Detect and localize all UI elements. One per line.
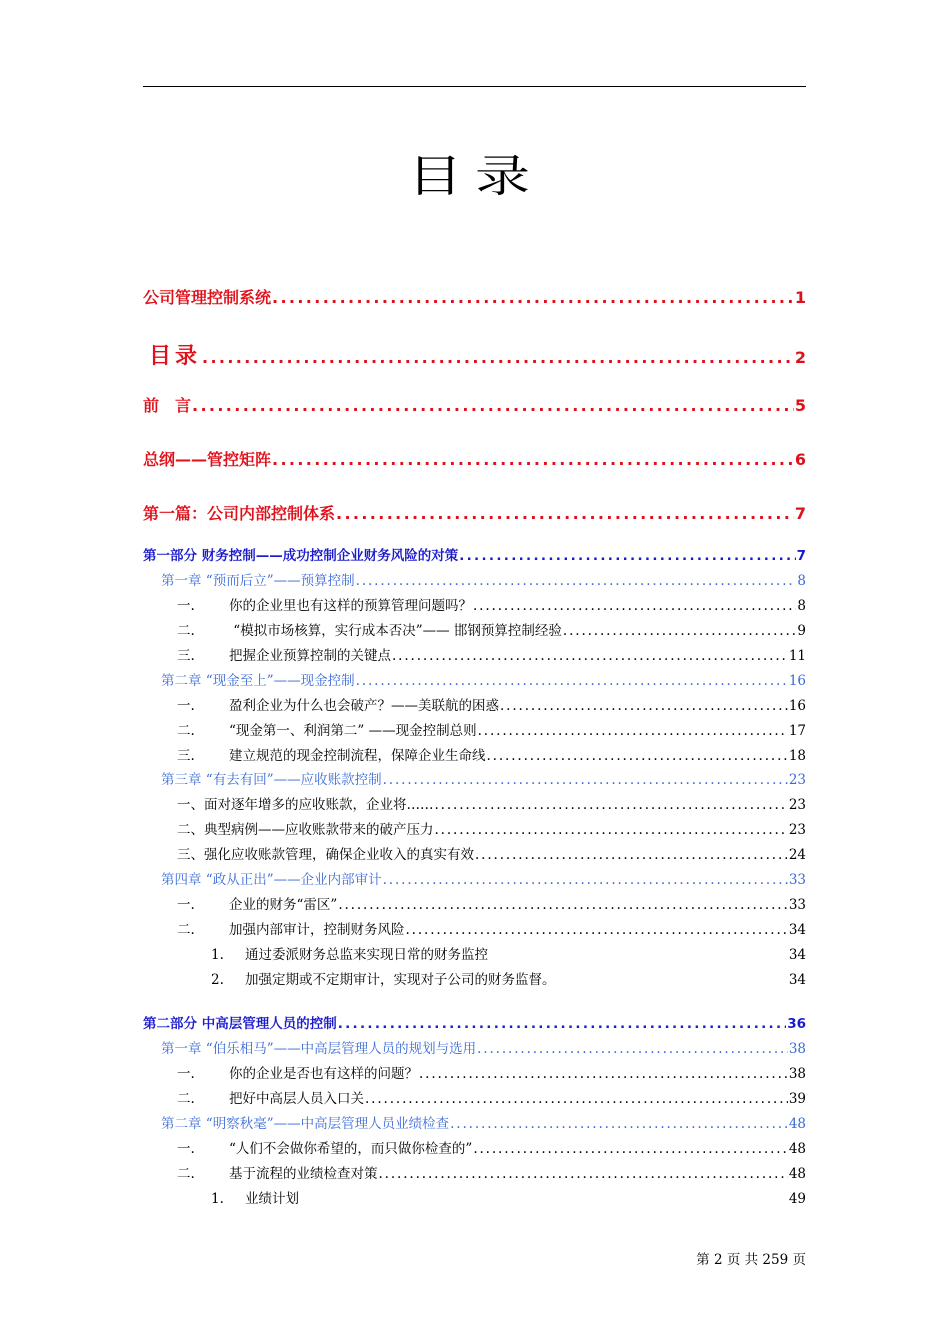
toc-dot-leader	[450, 1116, 788, 1132]
toc-entry-number: 一.	[177, 1066, 195, 1082]
toc-page-number: 49	[788, 1191, 806, 1207]
toc-entry-chap[interactable]	[143, 768, 806, 788]
toc-page-number: 16	[788, 673, 806, 689]
toc-entry-text	[177, 719, 477, 739]
toc-dot-leader	[379, 1166, 788, 1182]
toc-dot-leader	[365, 1091, 788, 1107]
toc-page-number: 34	[788, 947, 806, 963]
toc-dot-leader	[477, 1041, 788, 1057]
toc-page-number: 33	[788, 897, 806, 913]
toc-entry-text	[177, 843, 474, 863]
toc-page-number: 1	[794, 288, 806, 307]
toc-entry-label: “现金第一、利润第二” ——现金控制总则	[229, 723, 477, 739]
toc-entry-label: 三、强化应收账款管理，确保企业收入的真实有效	[177, 847, 474, 863]
toc-entry-text	[161, 1112, 449, 1132]
toc-entry-text	[177, 744, 486, 764]
toc-entry-label: “人们不会做你希望的，而只做你检查的”	[229, 1141, 473, 1157]
toc-page-number: 23	[788, 772, 806, 788]
toc-entry-text	[177, 1162, 378, 1182]
toc-dot-leader	[473, 598, 796, 614]
toc-page-number: 11	[788, 648, 806, 664]
toc-entry-sec2[interactable]	[143, 843, 806, 863]
toc-entry-sec[interactable]	[143, 744, 806, 764]
toc-entry-sec[interactable]	[143, 619, 806, 639]
toc-entry-label: 第二章 “现金至上”——现金控制	[161, 673, 355, 689]
toc-entry-chap[interactable]	[143, 669, 806, 689]
toc-page-number: 38	[788, 1041, 806, 1057]
toc-page-number: 7	[794, 504, 806, 523]
toc-entry-label: 建立规范的现金控制流程，保障企业生命线	[229, 748, 486, 764]
toc-entry-label: 你的企业是否也有这样的问题？	[229, 1066, 418, 1082]
toc-entry-label: 第一章 “预而后立”——预算控制	[161, 573, 355, 589]
toc-entry-text	[161, 1037, 476, 1057]
toc-entry-text	[143, 501, 335, 524]
toc-entry-number: 二.	[177, 1166, 195, 1182]
toc-entry-part[interactable]	[143, 544, 806, 564]
toc-entry-text	[161, 569, 355, 589]
toc-entry-sub[interactable]	[143, 943, 806, 963]
toc-dot-leader	[272, 288, 794, 307]
toc-entry-text	[143, 447, 271, 470]
toc-entry-label: 第一篇：公司内部控制体系	[143, 504, 336, 523]
toc-entry-text	[211, 968, 556, 988]
toc-page-number: 38	[788, 1066, 806, 1082]
toc-entry-text	[177, 1137, 472, 1157]
toc-page-number: 5	[794, 396, 806, 415]
toc-entry-label: 企业的财务“雷区”	[229, 897, 338, 913]
toc-entry-label: 业绩计划	[245, 1191, 299, 1207]
toc-page-number: 7	[796, 548, 806, 564]
toc-entry-number: 1.	[211, 1191, 224, 1207]
toc-top-entry[interactable]	[143, 501, 806, 524]
toc-dot-leader	[338, 897, 788, 913]
toc-dot-leader	[272, 450, 794, 469]
toc-entry-text	[161, 669, 355, 689]
toc-entry-label: 二、典型病例——应收账款带来的破产压力	[177, 822, 434, 838]
toc-entry-text	[143, 1012, 337, 1032]
toc-entry-sec[interactable]	[143, 918, 806, 938]
toc-entry-text	[143, 393, 191, 416]
page-footer: 第 2 页 共 259 页	[696, 1252, 806, 1268]
toc-dot-leader	[406, 922, 788, 938]
toc-dot-leader	[563, 623, 797, 639]
toc-entry-text	[177, 1062, 418, 1082]
toc-top-entry[interactable]	[143, 339, 806, 370]
toc-page-number: 48	[788, 1116, 806, 1132]
toc-top-entry[interactable]	[143, 285, 806, 308]
toc-entry-label: 把握企业预算控制的关键点	[229, 648, 391, 664]
toc-page-number: 8	[797, 598, 806, 614]
toc-dot-leader	[383, 772, 788, 788]
toc-entry-label: 盈利企业为什么也会破产？——美联航的困惑	[229, 698, 499, 714]
toc-dot-leader	[202, 348, 794, 367]
toc-entry-number: 二.	[177, 623, 195, 639]
toc-entry-label: 你的企业里也有这样的预算管理问题吗？	[229, 598, 472, 614]
toc-dot-leader	[459, 548, 795, 564]
toc-entry-text	[143, 339, 201, 370]
toc-entry-label: 第四章 “政从正出”——企业内部审计	[161, 872, 382, 888]
toc-page-number: 48	[788, 1166, 806, 1182]
toc-entry-sec[interactable]	[143, 594, 806, 614]
toc-entry-text	[177, 619, 562, 639]
toc-entry-label: 第三章 “有去有回”——应收账款控制	[161, 772, 382, 788]
toc-entry-label: 第一章 “伯乐相马”——中高层管理人员的规划与选用	[161, 1041, 477, 1057]
toc-entry-label: 把好中高层人员入口关	[229, 1091, 364, 1107]
toc-dot-leader	[473, 1141, 788, 1157]
toc-dot-leader	[383, 872, 788, 888]
toc-entry-number: 2.	[211, 972, 224, 988]
toc-entry-text	[161, 768, 382, 788]
toc-entry-sec[interactable]	[143, 1162, 806, 1182]
header-rule	[143, 86, 806, 87]
toc-dot-leader	[419, 1066, 788, 1082]
toc-entry-label: 通过委派财务总监来实现日常的财务监控	[245, 947, 488, 963]
toc-page-number: 48	[788, 1141, 806, 1157]
toc-entry-number: 二.	[177, 922, 195, 938]
toc-page-number: 24	[788, 847, 806, 863]
toc-entry-sec[interactable]	[143, 719, 806, 739]
toc-entry-number: 三.	[177, 648, 195, 664]
toc-entry-chap[interactable]	[143, 868, 806, 888]
toc-page-number: 23	[788, 822, 806, 838]
toc-entry-number: 一.	[177, 897, 195, 913]
toc-page-number: 17	[788, 723, 806, 739]
toc-entry-number: 二.	[177, 1091, 195, 1107]
toc-page-number: 6	[794, 450, 806, 469]
toc-entry-sub[interactable]	[143, 1187, 806, 1207]
toc-page-number: 23	[788, 797, 806, 813]
toc-entry-chap[interactable]	[143, 569, 806, 589]
toc-entry-text	[143, 544, 458, 564]
toc-dot-leader	[338, 1016, 787, 1032]
toc-entry-text	[177, 694, 499, 714]
toc-entry-sec[interactable]	[143, 1062, 806, 1082]
toc-entry-label: 加强内部审计，控制财务风险	[229, 922, 405, 938]
toc-dot-leader	[500, 698, 788, 714]
toc-dot-leader	[487, 748, 788, 764]
toc-dot-leader	[192, 396, 794, 415]
toc-page-number: 16	[788, 698, 806, 714]
toc-entry-sec2[interactable]	[143, 818, 806, 838]
toc-entry-label: 第二部分 中高层管理人员的控制	[143, 1016, 337, 1032]
toc-entry-sub[interactable]	[143, 968, 806, 988]
toc-page-number: 34	[788, 972, 806, 988]
toc-entry-sec2[interactable]	[143, 793, 806, 813]
toc-dot-leader	[356, 673, 788, 689]
toc-entry-text	[177, 1087, 364, 1107]
toc-entry-part[interactable]	[143, 1012, 806, 1032]
toc-entry-sec[interactable]	[143, 1087, 806, 1107]
toc-page-number: 9	[797, 623, 806, 639]
toc-entry-label: 加强定期或不定期审计，实现对子公司的财务监督。	[245, 972, 556, 988]
toc-dot-leader	[356, 573, 797, 589]
toc-entry-label: 前 言	[143, 396, 192, 415]
toc-entry-text	[177, 818, 434, 838]
toc-entry-label: 基于流程的业绩检查对策	[229, 1166, 378, 1182]
toc-entry-text	[177, 594, 472, 614]
toc-entry-text	[211, 1187, 299, 1207]
toc-entry-text	[177, 793, 434, 813]
toc-entry-sec[interactable]	[143, 694, 806, 714]
toc-page-number: 8	[797, 573, 806, 589]
toc-page-number: 33	[788, 872, 806, 888]
toc-entry-text	[177, 644, 391, 664]
toc-entry-text	[161, 868, 382, 888]
toc-dot-leader	[478, 723, 788, 739]
toc-entry-number: 一.	[177, 1141, 195, 1157]
toc-entry-label: 一、面对逐年增多的应收账款，企业将……	[177, 797, 434, 813]
toc-dot-leader	[336, 504, 794, 523]
toc-entry-label: 第一部分 财务控制——成功控制企业财务风险的对策	[143, 548, 459, 564]
toc-entry-label: 第二章 “明察秋毫”——中高层管理人员业绩检查	[161, 1116, 450, 1132]
page-title: 目录	[407, 151, 543, 202]
toc-entry-text	[211, 943, 488, 963]
toc-page-number: 2	[794, 348, 806, 367]
toc-entry-text	[177, 918, 405, 938]
toc-entry-chap[interactable]	[143, 1112, 806, 1132]
toc-entry-label: 目录	[149, 344, 202, 369]
toc-entry-number: 一.	[177, 698, 195, 714]
toc-entry-label: 公司管理控制系统	[143, 288, 272, 307]
toc-entry-text	[143, 285, 271, 308]
toc-page-number: 34	[788, 922, 806, 938]
toc-entry-number: 三.	[177, 748, 195, 764]
toc-top-entry[interactable]	[143, 447, 806, 470]
toc-entry-number: 二.	[177, 723, 195, 739]
toc-dot-leader	[435, 822, 788, 838]
toc-dot-leader	[435, 797, 788, 813]
toc-dot-leader	[475, 847, 788, 863]
toc-entry-text	[177, 893, 337, 913]
toc-entry-sec[interactable]	[143, 893, 806, 913]
toc-entry-sec[interactable]	[143, 1137, 806, 1157]
toc-entry-chap[interactable]	[143, 1037, 806, 1057]
toc-page-number: 18	[788, 748, 806, 764]
toc-entry-number: 一.	[177, 598, 195, 614]
toc-entry-number: 1.	[211, 947, 224, 963]
toc-page-number: 39	[788, 1091, 806, 1107]
toc-top-entry[interactable]	[143, 393, 806, 416]
toc-entry-label: 总纲——管控矩阵	[143, 450, 272, 469]
toc-entry-label: “模拟市场核算，实行成本否决”—— 邯钢预算控制经验	[229, 623, 562, 639]
toc-dot-leader	[392, 648, 788, 664]
toc-page-number: 36	[787, 1016, 806, 1032]
toc-entry-sec[interactable]	[143, 644, 806, 664]
